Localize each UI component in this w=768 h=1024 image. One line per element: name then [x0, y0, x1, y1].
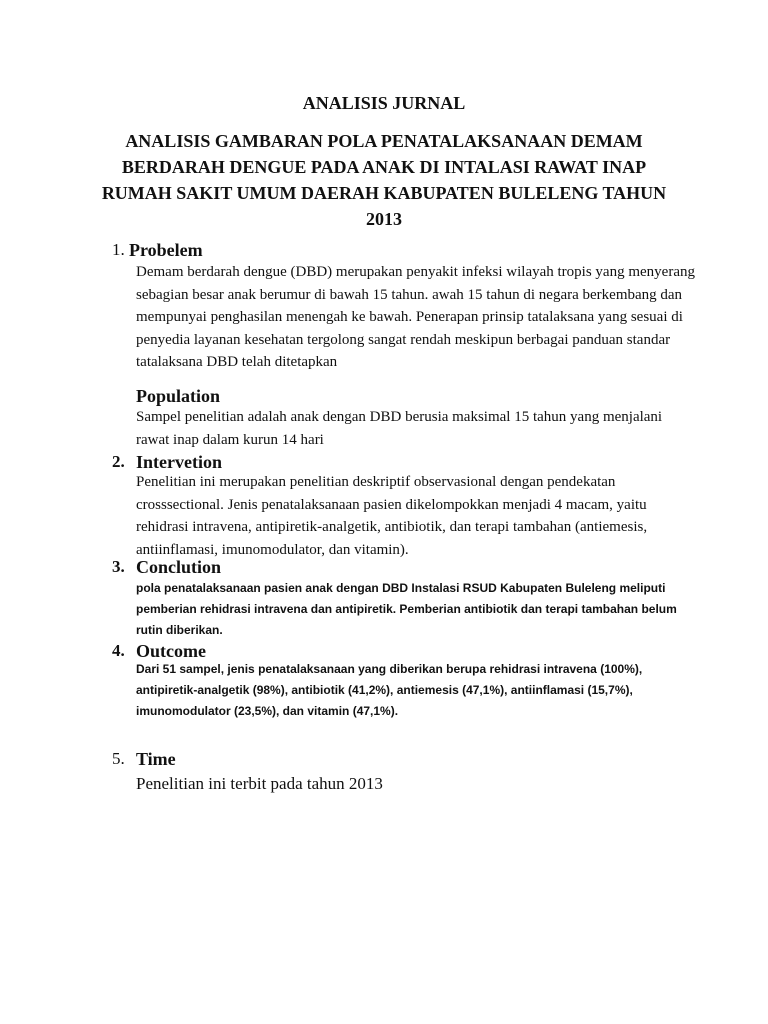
section-number-conclution: 3.: [112, 557, 125, 576]
section-heading-time: Time: [136, 749, 176, 769]
document-subtitle: ANALISIS GAMBARAN POLA PENATALAKSANAAN DEMAM BERDARAH DENGUE PADA ANAK DI INTALASI RAWAT INAP RUMAH SAKIT UMUM DAERAH KABUPATEN BULELENG TAHUN 2013: [101, 131, 667, 229]
document-title: ANALISIS JURNAL: [302, 93, 466, 113]
section-number-intervetion: 2.: [112, 452, 125, 471]
section-number-outcome: 4.: [112, 641, 125, 660]
section-body-population: Sampel penelitian adalah anak dengan DBD berusia maksimal 15 tahun yang menjalani rawat inap dalam kurun 14 hari: [136, 409, 663, 448]
section-heading-conclution: Conclution: [136, 557, 222, 577]
section-number-time: 5.: [112, 749, 125, 768]
section-body-conclution: pola penatalaksanaan pasien anak dengan DBD Instalasi RSUD Kabupaten Buleleng meliputi pemberian rehidrasi intravena dan antipiretik. Pemberian antibiotik dan terapi tambahan belum rutin diberikan.: [136, 581, 677, 637]
section-heading-population: Population: [136, 386, 221, 406]
section-body-intervetion: Penelitian ini merupakan penelitian deskriptif observasional dengan pendekatan crosssectional. Jenis penatalaksanaan pasien dikelompokkan menjadi 4 macam, yaitu rehidrasi intravena, antipiretik-analgetik, antibiotik, dan terapi tambahan (antiemesis, antiinflamasi, imunomodulator, dan vitamin).: [136, 474, 648, 558]
section-heading-probelem: Probelem: [129, 240, 203, 260]
section-heading-outcome: Outcome: [136, 641, 206, 661]
section-body-probelem: Demam berdarah dengue (DBD) merupakan penyakit infeksi wilayah tropis yang menyerang sebagian besar anak berumur di bawah 15 tahun. awah 15 tahun di negara berkembang dan mempunyai penghasilan menengah ke bawah. Penerapan prinsip tatalaksana yang sesuai di penyedia layanan kesehatan tergolong sangat rendah meskipun berbagai panduan standar tatalaksana DBD telah ditetapkan: [136, 264, 695, 370]
section-body-time: Penelitian ini terbit pada tahun 2013: [136, 774, 383, 793]
section-number-probelem: 1.: [112, 240, 125, 259]
section-body-outcome: Dari 51 sampel, jenis penatalaksanaan yang diberikan berupa rehidrasi intravena (100%), antipiretik-analgetik (98%), antibiotik (41,2%), antiemesis (47,1%), antiinflamasi (15,7%), imunomodulator (23,5%), dan vitamin (47,1%).: [136, 662, 643, 718]
section-heading-intervetion: Intervetion: [136, 452, 222, 472]
